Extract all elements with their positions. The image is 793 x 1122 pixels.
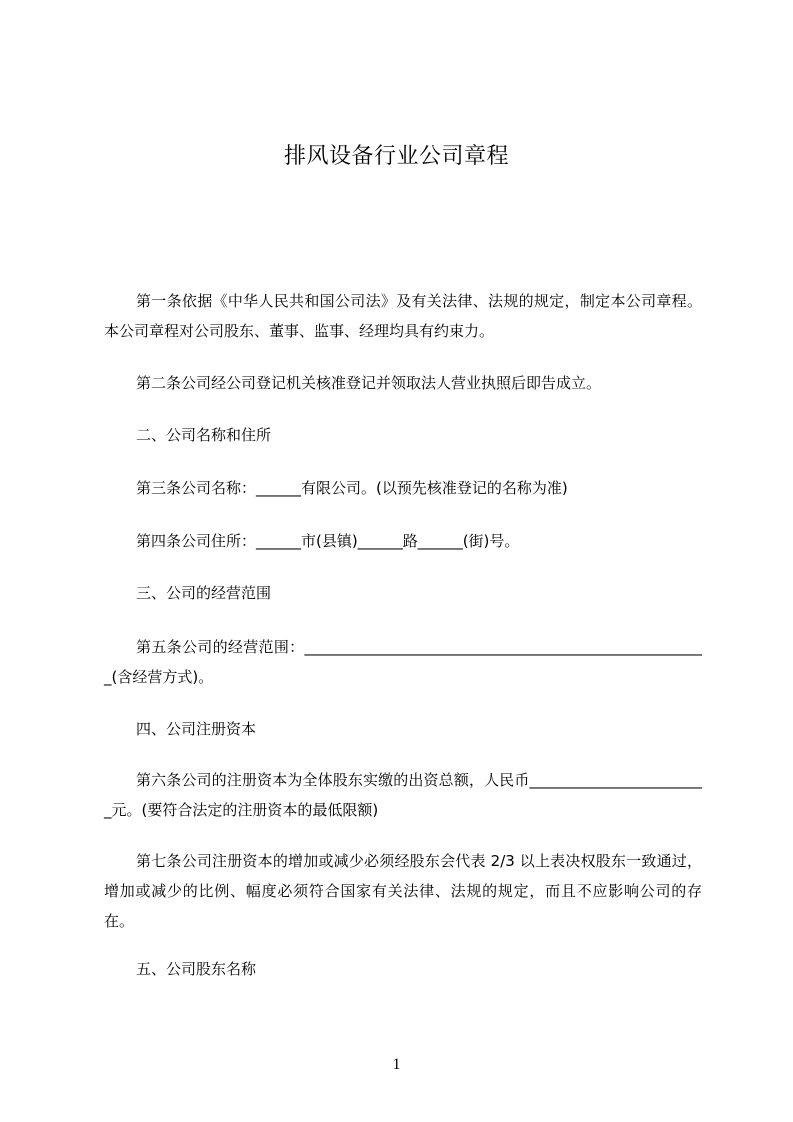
section-heading-shareholders: 五、公司股东名称 [136,960,257,978]
page-number: 1 [392,1056,401,1073]
article-6: 第六条公司的注册资本为全体股东实缴的出资总额，人民币________________________元。(要符合法定的注册资本的最低限额) [104,771,702,819]
section-heading-name-address: 二、公司名称和住所 [136,426,272,444]
article-7: 第七条公司注册资本的增加或减少必须经股东会代表 2/3 以上表决权股东一致通过，增加或减少的比例、幅度必须符合国家有关法律、法规的规定，而且不应影响公司的存在。 [104,852,702,930]
article-3: 第三条公司名称：______有限公司。(以预先核准登记的名称为准) [136,479,568,497]
article-4: 第四条公司住所：______市(县镇)______路______(街)号。 [136,532,520,550]
article-1: 第一条依据《中华人民共和国公司法》及有关法律、法规的规定，制定本公司章程。本公司章程对公司股东、董事、监事、经理均具有约束力。 [104,292,702,340]
section-heading-registered-capital: 四、公司注册资本 [136,720,257,738]
document-title: 排风设备行业公司章程 [283,144,509,169]
article-2: 第二条公司经公司登记机关核准登记并领取法人营业执照后即告成立。 [136,374,602,392]
section-heading-business-scope: 三、公司的经营范围 [136,584,272,602]
article-5: 第五条公司的经营范围：______________________________________________________(含经营方式)。 [104,638,702,686]
